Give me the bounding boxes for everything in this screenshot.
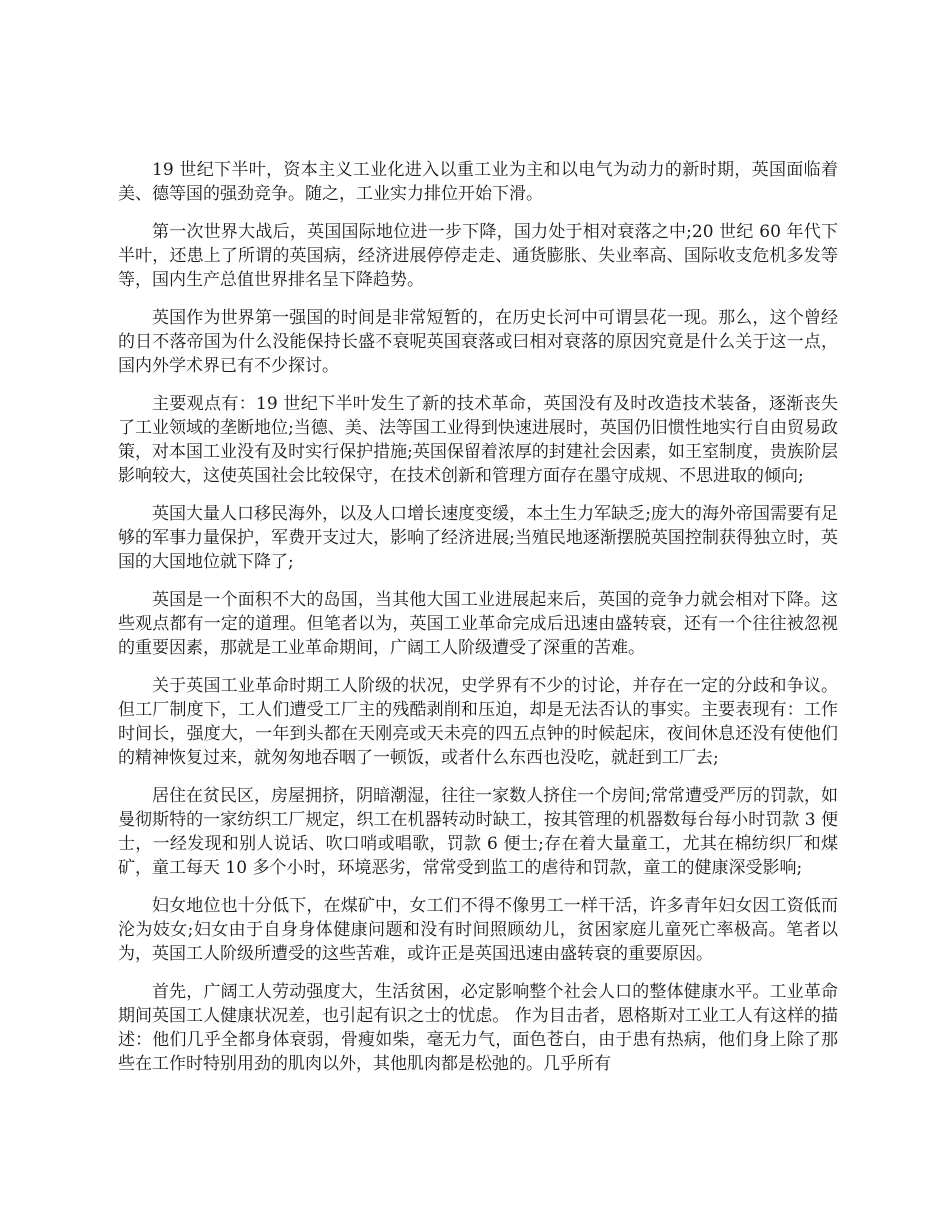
document-body (118, 158, 838, 1090)
paragraph: 主要观点有：19 世纪下半叶发生了新的技术革命，英国没有及时改造技术装备，逐渐丧失了工业领域的垄断地位;当德、美、法等国工业得到快速进展时，英国仍旧惯性地实行自由贸易政策，对本国工业没有及时实行保护措施;英国保留着浓厚的封建社会因素，如王室制度，贵族阶层影响较大，这使英国社会比较保守，在技术创新和管理方面存在墨守成规、不思进取的倾向; (118, 394, 838, 486)
paragraph: 居住在贫民区，房屋拥挤，阴暗潮湿，往往一家数人挤住一个房间;常常遭受严厉的罚款，如曼彻斯特的一家纺织工厂规定，织工在机器转动时缺工，按其管理的机器数每台每小时罚款 3 便士，一经发现和别人说话、吹口哨或唱歌，罚款 6 便士;存在着大量童工，尤其在棉纺织厂和煤矿，童工每天 10 多个小时，环境恶劣，常常受到监工的虐待和罚款，童工的健康深受影响; (118, 786, 838, 878)
paragraph: 英国作为世界第一强国的时间是非常短暂的，在历史长河中可谓昙花一现。那么，这个曾经的日不落帝国为什么没能保持长盛不衰呢英国衰落或曰相对衰落的原因究竟是什么关于这一点，国内外学术界已有不少探讨。 (118, 308, 838, 376)
paragraph: 英国大量人口移民海外，以及人口增长速度变缓，本土生力军缺乏;庞大的海外帝国需要有足够的军事力量保护，军费开支过大，影响了经济进展;当殖民地逐渐摆脱英国控制获得独立时，英国的大国地位就下降了; (118, 504, 838, 572)
paragraph: 关于英国工业革命时期工人阶级的状况，史学界有不少的讨论，并存在一定的分歧和争议。但工厂制度下，工人们遭受工厂主的残酷剥削和压迫，却是无法否认的事实。主要表现有：工作时间长，强度大，一年到头都在天刚亮或天未亮的四五点钟的时候起床，夜间休息还没有使他们的精神恢复过来，就匆匆地吞咽了一顿饭，或者什么东西也没吃，就赶到工厂去; (118, 676, 838, 768)
paragraph: 第一次世界大战后，英国国际地位进一步下降，国力处于相对衰落之中;20 世纪 60 年代下半叶，还患上了所谓的英国病，经济进展停停走走、通货膨胀、失业率高、国际收支危机多发等等，国内生产总值世界排名呈下降趋势。 (118, 222, 838, 290)
paragraph: 19 世纪下半叶，资本主义工业化进入以重工业为主和以电气为动力的新时期，英国面临着美、德等国的强劲竞争。随之，工业实力排位开始下滑。 (118, 160, 838, 204)
paragraph: 首先，广阔工人劳动强度大，生活贫困，必定影响整个社会人口的整体健康水平。工业革命期间英国工人健康状况差，也引起有识之士的忧虑。 作为目击者，恩格斯对工业工人有这样的描述：他们几乎全都身体衰弱，骨瘦如柴，毫无力气，面色苍白，由于患有热病，他们身上除了那些在工作时特别用劲的肌肉以外，其他肌肉都是松弛的。几乎所有 (118, 982, 838, 1074)
paragraph: 妇女地位也十分低下，在煤矿中，女工们不得不像男工一样干活，许多青年妇女因工资低而沦为妓女;妇女由于自身身体健康问题和没有时间照顾幼儿，贫困家庭儿童死亡率极高。笔者以为，英国工人阶级所遭受的这些苦难，或许正是英国迅速由盛转衰的重要原因。 (118, 896, 838, 964)
paragraph: 英国是一个面积不大的岛国，当其他大国工业进展起来后，英国的竞争力就会相对下降。这些观点都有一定的道理。但笔者以为，英国工业革命完成后迅速由盛转衰，还有一个往往被忽视的重要因素，那就是工业革命期间，广阔工人阶级遭受了深重的苦难。 (118, 590, 838, 658)
